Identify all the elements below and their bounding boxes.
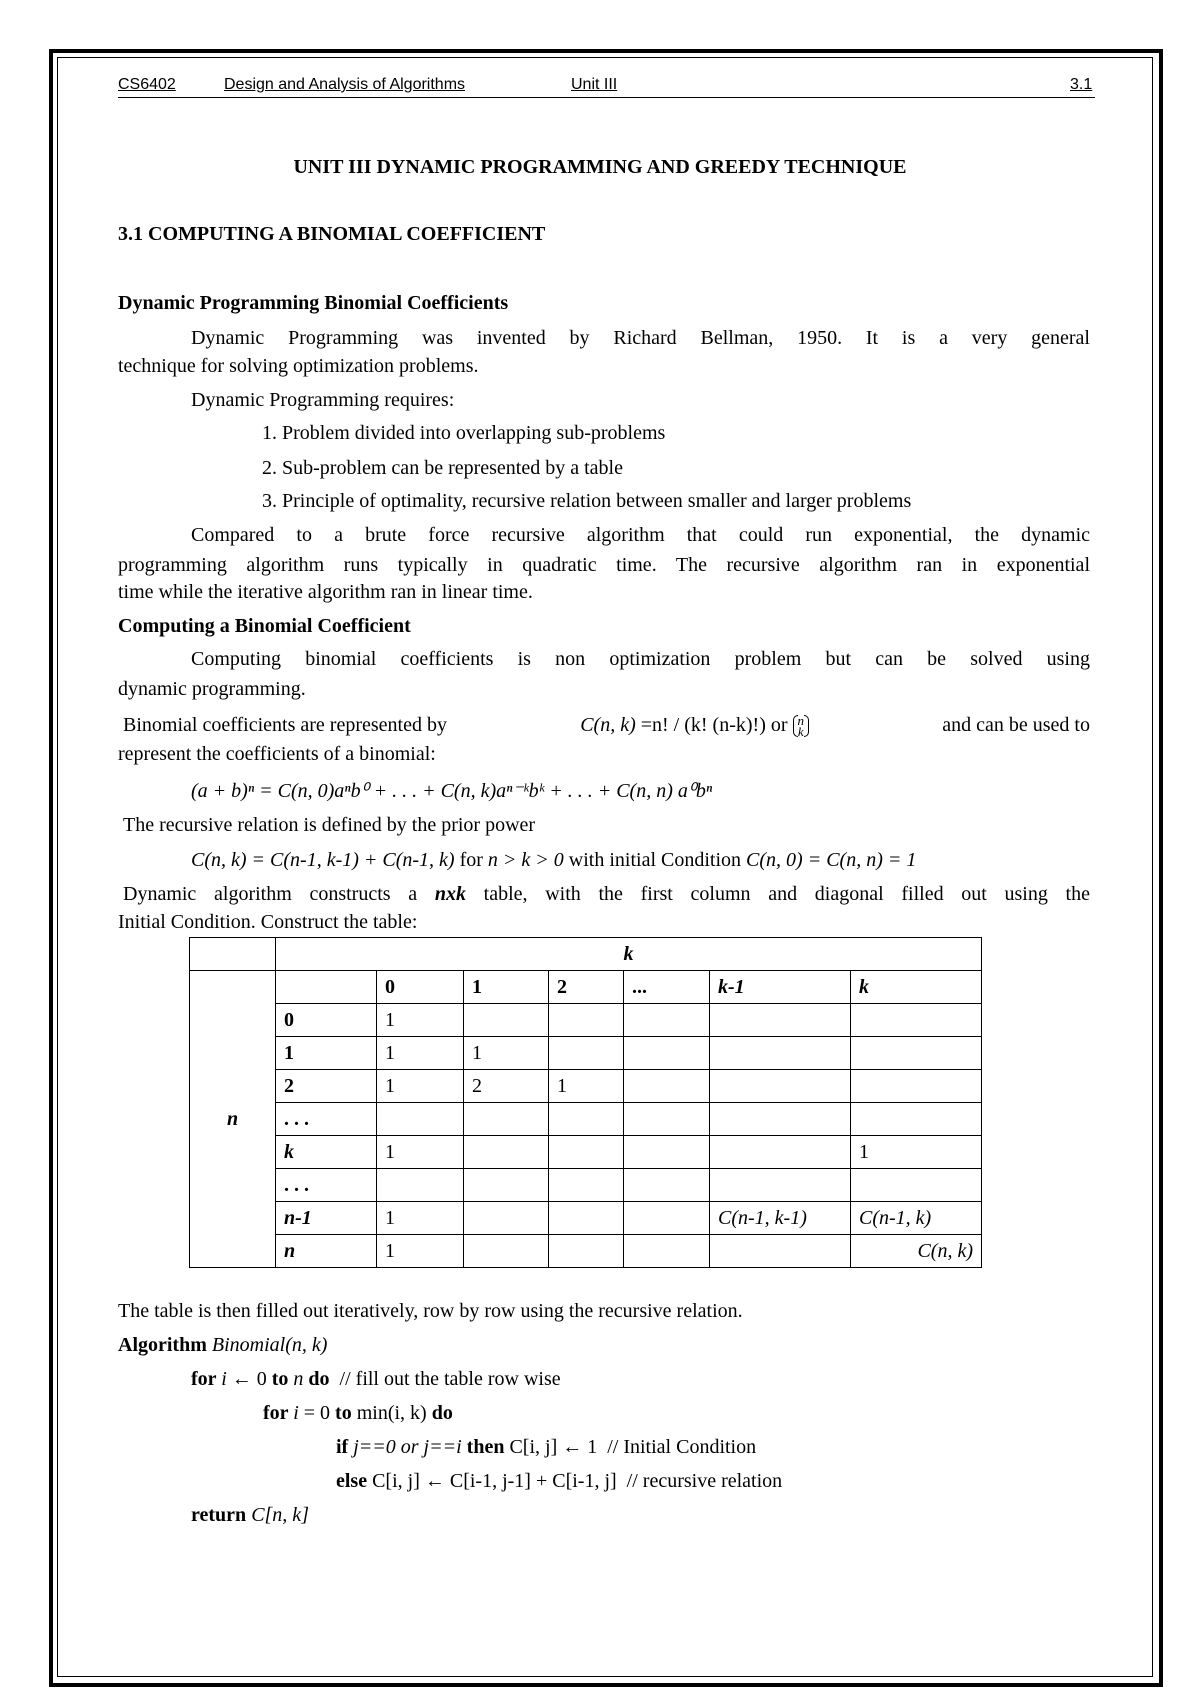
table-cell [710, 1136, 851, 1169]
paragraph-line: The table is then filled out iteratively, row by row using the recursive relation. [118, 1300, 743, 1322]
table-cell [851, 1004, 982, 1037]
table-cell [464, 1235, 549, 1268]
binomial-table [189, 937, 982, 1268]
k-header: k [276, 938, 982, 971]
text: C[n, k] [251, 1504, 309, 1526]
table-row [190, 1235, 982, 1268]
table-cell [624, 1070, 710, 1103]
table-cell [851, 1070, 982, 1103]
keyword: do [303, 1368, 330, 1390]
c-args: (n, k) [593, 714, 636, 736]
paragraph-line: The recursive relation is defined by the prior power [123, 814, 536, 836]
binomial-definition-line [123, 713, 1090, 740]
table-cell [549, 1235, 624, 1268]
paragraph-line: Dynamic Programming was invented by Richard Bellman, 1950. It is a very general [191, 327, 1090, 349]
binomial-expansion: (a + b)ⁿ = C(n, 0)aⁿb⁰ + . . . + C(n, k)aⁿ⁻ᵏbᵏ + . . . + C(n, n) a⁰bⁿ [191, 780, 713, 802]
table-cell: 1 [377, 1070, 464, 1103]
unit-label: Unit III [571, 76, 618, 93]
table-cell: 1 [377, 1037, 464, 1070]
table-header-row [190, 938, 982, 971]
list-item: 2. Sub-problem can be represented by a table [262, 457, 623, 479]
table-cell [710, 1235, 851, 1268]
text: = 0 [298, 1402, 336, 1424]
table-cell: 1 [377, 1136, 464, 1169]
text: for [454, 849, 488, 871]
table-cell [549, 1136, 624, 1169]
table-cell [710, 1004, 851, 1037]
paragraph-line: technique for solving optimization problems. [118, 355, 479, 377]
table-row [190, 1103, 982, 1136]
recurrence-line [191, 848, 916, 872]
table-cell [549, 1004, 624, 1037]
keyword: for [191, 1368, 222, 1390]
text: min(i, k) [351, 1402, 432, 1424]
text: C[i, j] ← C[i-1, j-1] + C[i-1, j] // recursive relation [372, 1470, 783, 1492]
code-line [191, 1503, 309, 1527]
row-label: . . . [276, 1169, 377, 1202]
table-row [190, 1169, 982, 1202]
keyword: for [263, 1402, 294, 1424]
algorithm-name: Binomial(n, k) [211, 1334, 328, 1356]
recurrence: C(n, k) = C(n-1, k-1) + C(n-1, k) [191, 849, 455, 871]
header-rule [118, 97, 1095, 98]
table-row [190, 1202, 982, 1235]
table-cell: C(n-1, k-1) [710, 1202, 851, 1235]
factorial-formula: =n! / (k! (n-k)!) or [635, 714, 793, 736]
comment: // fill out the table row wise [329, 1368, 561, 1390]
keyword: if [336, 1436, 354, 1458]
table-cell: 2 [464, 1070, 549, 1103]
table-cell [549, 1169, 624, 1202]
table-cell [851, 1037, 982, 1070]
nxk: nxk [434, 883, 466, 905]
table-cell [624, 1037, 710, 1070]
text: and can be used to [942, 714, 1090, 737]
paragraph-line: dynamic programming. [118, 678, 306, 700]
table-cell [624, 1202, 710, 1235]
table-cell [710, 1103, 851, 1136]
table-cell [549, 1103, 624, 1136]
column-header: 0 [377, 971, 464, 1004]
table-cell: 1 [464, 1037, 549, 1070]
code-line [263, 1401, 453, 1425]
column-header: 2 [549, 971, 624, 1004]
paragraph-line: Initial Condition. Construct the table: [118, 911, 418, 933]
table-row [190, 1136, 982, 1169]
code-line [336, 1469, 782, 1493]
table-cell [851, 1103, 982, 1136]
row-label: 2 [276, 1070, 377, 1103]
text: Binomial coefficients are represented by [123, 714, 447, 737]
list-item: 1. Problem divided into overlapping sub-problems [262, 422, 666, 444]
table-cell [624, 1169, 710, 1202]
paragraph-line: programming algorithm runs typically in quadratic time. The recursive algorithm ran in exponential [118, 554, 1090, 576]
text: table, with the first column and diagonal filled out using the [465, 883, 1090, 905]
text: Dynamic algorithm constructs a [123, 883, 435, 905]
keyword: to [271, 1368, 294, 1390]
binom-bottom: k [797, 724, 804, 740]
n-header: n [190, 971, 276, 1268]
row-label: . . . [276, 1103, 377, 1136]
table-cell: 1 [377, 1202, 464, 1235]
text: C[i, j] ← 1 // Initial Condition [509, 1436, 757, 1458]
text: j==0 or j==i [353, 1436, 467, 1458]
page-number: 3.1 [1070, 76, 1093, 93]
c-symbol: C [580, 714, 594, 736]
keyword: Algorithm [118, 1334, 207, 1356]
column-header-row [190, 971, 982, 1004]
algorithm-header [118, 1333, 327, 1357]
list-item: 3. Principle of optimality, recursive relation between smaller and larger problems [262, 490, 912, 512]
table-cell [464, 1136, 549, 1169]
table-row [190, 1037, 982, 1070]
var: i [221, 1368, 227, 1390]
table-cell [624, 1235, 710, 1268]
binom-top: n [797, 713, 805, 729]
table-cell [464, 1202, 549, 1235]
table-cell [710, 1169, 851, 1202]
condition: n > k > 0 [487, 849, 564, 871]
var: n [293, 1368, 304, 1390]
row-label: n-1 [276, 1202, 377, 1235]
table-cell [710, 1037, 851, 1070]
table-cell [464, 1004, 549, 1037]
table-row [190, 1070, 982, 1103]
column-header: k-1 [710, 971, 851, 1004]
table-cell: C(n, k) [851, 1235, 982, 1268]
keyword: else [336, 1470, 373, 1492]
column-header: ... [624, 971, 710, 1004]
course-title: Design and Analysis of Algorithms [224, 76, 466, 93]
table-cell [549, 1037, 624, 1070]
course-code: CS6402 [118, 76, 176, 93]
code-line [191, 1367, 561, 1391]
row-label: 0 [276, 1004, 377, 1037]
section-heading: 3.1 COMPUTING A BINOMIAL COEFFICIENT [118, 223, 546, 245]
table-cell: 1 [377, 1235, 464, 1268]
paragraph-line [123, 882, 1090, 906]
column-header: 1 [464, 971, 549, 1004]
binomial-notation [793, 713, 810, 740]
keyword: return [191, 1504, 252, 1526]
code-line [336, 1435, 756, 1459]
var: i [293, 1402, 299, 1424]
row-label: 1 [276, 1037, 377, 1070]
table-cell [549, 1202, 624, 1235]
table-cell [464, 1169, 549, 1202]
table-cell: 1 [377, 1004, 464, 1037]
text: with initial Condition [563, 849, 747, 871]
empty-cell [190, 938, 276, 971]
table-cell [710, 1070, 851, 1103]
paragraph-line: time while the iterative algorithm ran in linear time. [118, 581, 533, 603]
keyword: to [335, 1402, 352, 1424]
row-label: k [276, 1136, 377, 1169]
table-cell: 1 [851, 1136, 982, 1169]
keyword: then [466, 1436, 510, 1458]
paragraph-line: Compared to a brute force recursive algorithm that could run exponential, the dynamic [191, 524, 1090, 546]
keyword: do [431, 1402, 453, 1424]
table-cell [377, 1103, 464, 1136]
subheading: Computing a Binomial Coefficient [118, 615, 411, 637]
row-label: n [276, 1235, 377, 1268]
column-header: k [851, 971, 982, 1004]
table-cell [377, 1169, 464, 1202]
paragraph-line: Dynamic Programming requires: [191, 389, 455, 411]
initial-condition: C(n, 0) = C(n, n) = 1 [746, 849, 917, 871]
text: ← 0 [226, 1368, 272, 1390]
subheading: Dynamic Programming Binomial Coefficients [118, 292, 509, 314]
paragraph-line: represent the coefficients of a binomial: [118, 743, 436, 765]
page-title: UNIT III DYNAMIC PROGRAMMING AND GREEDY TECHNIQUE [293, 156, 907, 178]
table-cell: C(n-1, k) [851, 1202, 982, 1235]
paragraph-line: Computing binomial coefficients is non optimization problem but can be solved using [191, 648, 1090, 670]
table-cell [624, 1004, 710, 1037]
table-cell [464, 1103, 549, 1136]
table-cell: 1 [549, 1070, 624, 1103]
table-cell [624, 1103, 710, 1136]
empty-cell [276, 971, 377, 1004]
table-cell [624, 1136, 710, 1169]
table-cell [851, 1169, 982, 1202]
table-row [190, 1004, 982, 1037]
